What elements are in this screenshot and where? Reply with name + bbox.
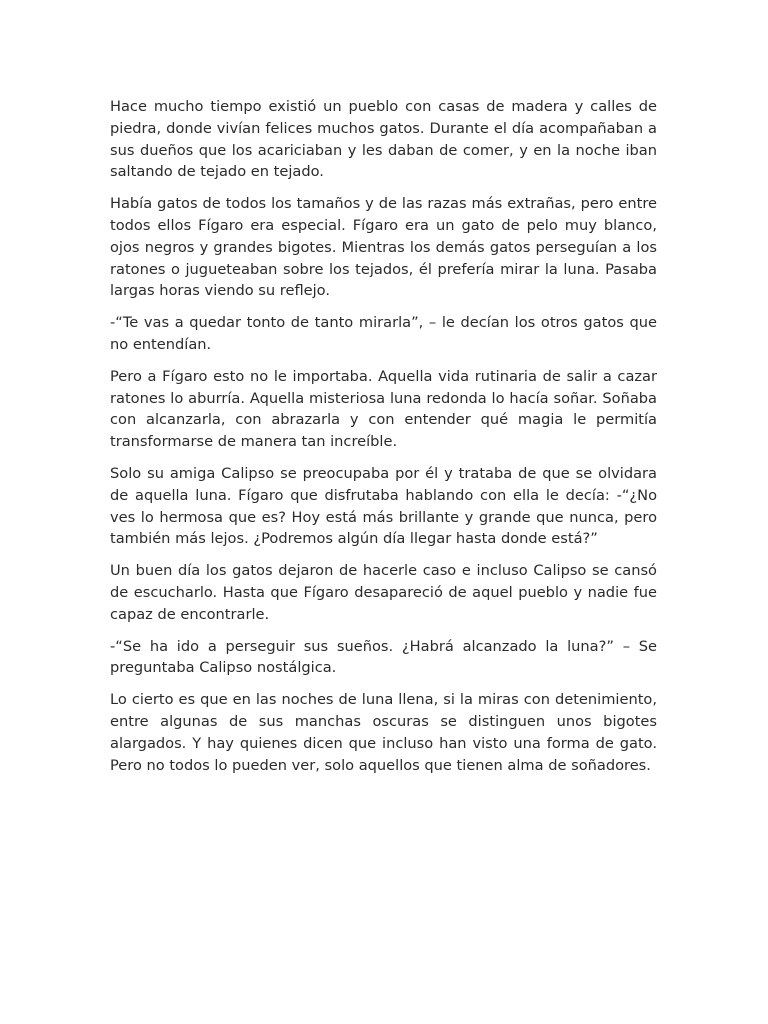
paragraph-4: Pero a Fígaro esto no le importaba. Aquella vida rutinaria de salir a cazar ratones lo aburría. Aquella misteriosa luna redonda lo hacía soñar. Soñaba con alcanzarla, con abrazarla y con entender qué magia le permitía transformarse de manera tan increíble.	[110, 367, 657, 451]
paragraph-3: -“Te vas a quedar tonto de tanto mirarla”, – le decían los otros gatos que no entendían.	[110, 314, 657, 353]
paragraph-1: Hace mucho tiempo existió un pueblo con casas de madera y calles de piedra, donde vivían felices muchos gatos. Durante el día acompañaban a sus dueños que los acariciaban y les daban de comer, y en la noche iban saltando de tejado en tejado.	[110, 98, 657, 181]
paragraph-2: Había gatos de todos los tamaños y de las razas más extrañas, pero entre todos ellos Fígaro era especial. Fígaro era un gato de pelo muy blanco, ojos negros y grandes bigotes. Mientras los demás gatos perseguían a los ratones o jugueteaban sobre los tejados, él prefería mirar la luna. Pasaba largas horas viendo su reflejo.	[110, 195, 657, 300]
paragraph-8: Lo cierto es que en las noches de luna llena, si la miras con detenimiento, entre algunas de sus manchas oscuras se distinguen unos bigotes alargados. Y hay quienes dicen que incluso han visto una forma de gato. Pero no todos lo pueden ver, solo aquellos que tienen alma de soñadores.	[110, 691, 657, 774]
paragraph-6: Un buen día los gatos dejaron de hacerle caso e incluso Calipso se cansó de escucharlo. Hasta que Fígaro desapareció de aquel pueblo y nadie fue capaz de encontrarle.	[110, 562, 657, 623]
paragraph-7: -“Se ha ido a perseguir sus sueños. ¿Habrá alcanzado la luna?” – Se preguntaba Calipso nostálgica.	[110, 637, 657, 677]
story-text	[110, 96, 657, 786]
paragraph-5: Solo su amiga Calipso se preocupaba por él y trataba de que se olvidara de aquella luna. Fígaro que disfrutaba hablando con ella le decía: -“¿No ves lo hermosa que es? Hoy está más brillante y grande que nunca, pero también más lejos. ¿Podremos algún día llegar hasta donde está?”	[110, 464, 657, 548]
